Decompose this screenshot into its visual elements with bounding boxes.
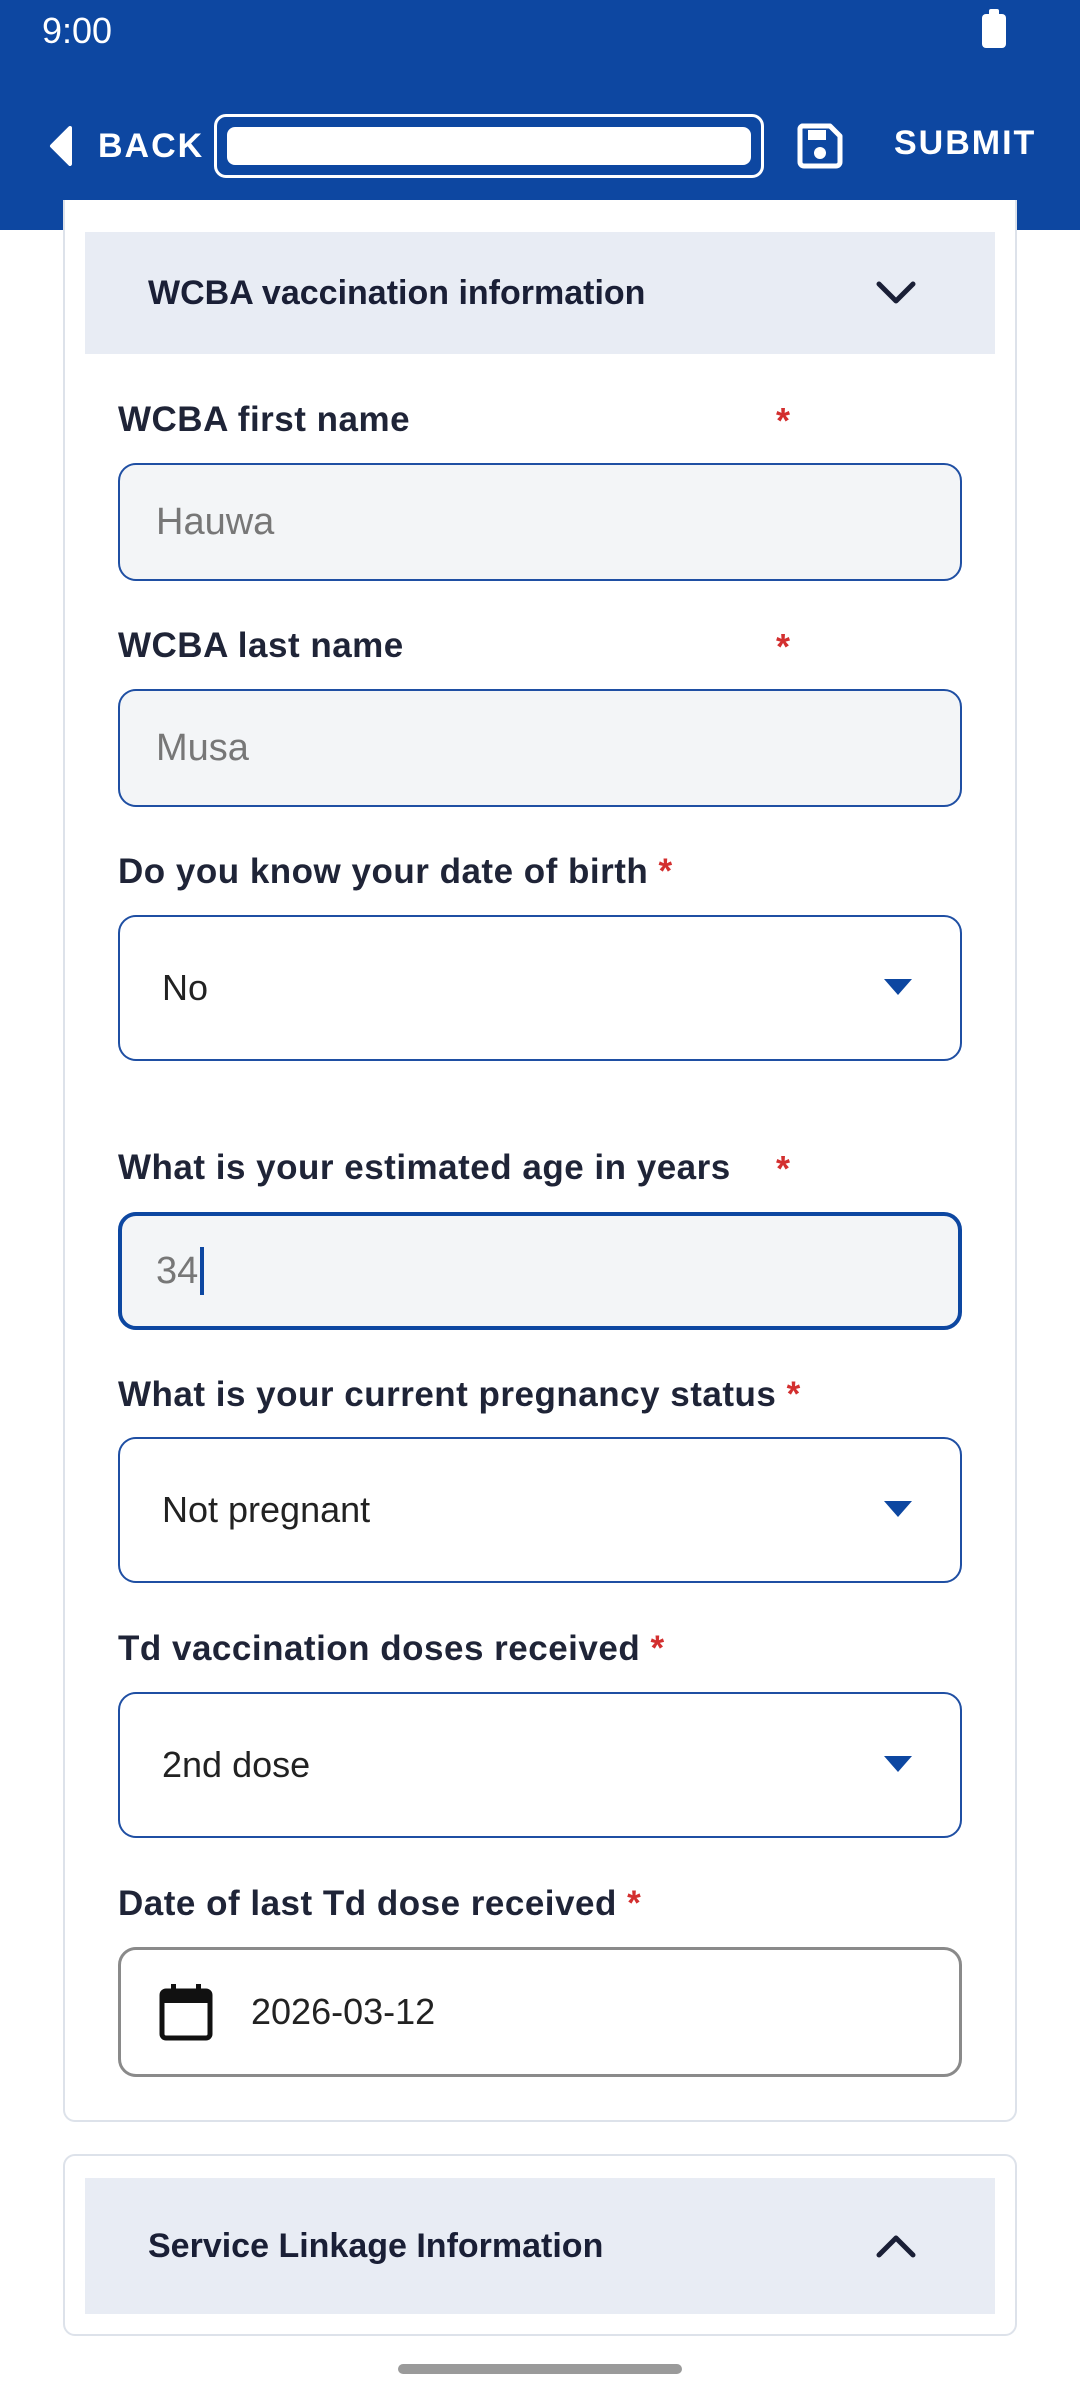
estimated-age-value: 34	[156, 1249, 199, 1292]
section-header-wcba-vaccination[interactable]	[85, 232, 995, 354]
pregnancy-status-value: Not pregnant	[162, 1489, 371, 1530]
dob-known-label	[118, 852, 673, 892]
required-asterisk: *	[658, 852, 673, 891]
section-header-service-linkage[interactable]	[85, 2178, 995, 2314]
td-doses-label	[118, 1629, 665, 1669]
progress-fill	[227, 127, 751, 165]
last-name-value: Musa	[156, 726, 249, 769]
back-button[interactable]	[46, 118, 204, 174]
home-indicator[interactable]	[398, 2364, 682, 2374]
top-app-bar	[0, 0, 1080, 230]
estimated-age-label: What is your estimated age in years	[118, 1148, 731, 1187]
required-asterisk: *	[786, 1375, 801, 1414]
required-asterisk: *	[776, 626, 791, 667]
td-doses-value: 2nd dose	[162, 1744, 311, 1785]
service-linkage-card	[63, 2154, 1017, 2336]
pregnancy-status-label	[118, 1375, 801, 1415]
battery-full-icon	[982, 14, 1006, 48]
dob-known-label-text: Do you know your date of birth	[118, 852, 649, 891]
form-progress-bar	[214, 114, 764, 178]
dropdown-arrow-icon	[884, 1756, 912, 1772]
dropdown-arrow-icon	[884, 979, 912, 995]
chevron-up-icon	[875, 2233, 917, 2259]
text-cursor	[200, 1247, 204, 1295]
required-asterisk: *	[650, 1629, 665, 1668]
last-td-date-label-text: Date of last Td dose received	[118, 1884, 617, 1923]
section-title: WCBA vaccination information	[148, 273, 646, 312]
last-name-input[interactable]	[118, 689, 962, 807]
back-label: BACK	[98, 126, 205, 165]
last-td-date-value: 2026-03-12	[251, 1991, 436, 2032]
arrow-left-icon	[46, 126, 76, 166]
estimated-age-input[interactable]	[118, 1212, 962, 1330]
status-time: 9:00	[42, 10, 113, 51]
last-td-date-picker[interactable]	[118, 1947, 962, 2077]
td-doses-label-text: Td vaccination doses received	[118, 1629, 641, 1668]
first-name-value: Hauwa	[156, 500, 275, 543]
dob-known-select[interactable]	[118, 915, 962, 1061]
last-td-date-label	[118, 1884, 641, 1924]
td-doses-select[interactable]	[118, 1692, 962, 1838]
chevron-down-icon	[875, 280, 917, 306]
first-name-label: WCBA first name	[118, 400, 411, 439]
pregnancy-status-select[interactable]	[118, 1437, 962, 1583]
pregnancy-status-label-text: What is your current pregnancy status	[118, 1375, 777, 1414]
dropdown-arrow-icon	[884, 1501, 912, 1517]
calendar-icon	[159, 1983, 213, 2041]
required-asterisk: *	[776, 1148, 791, 1189]
last-name-label: WCBA last name	[118, 626, 404, 665]
submit-button[interactable]: SUBMIT	[894, 124, 1037, 162]
first-name-input[interactable]	[118, 463, 962, 581]
required-asterisk: *	[776, 400, 791, 441]
section-title: Service Linkage Information	[148, 2226, 604, 2265]
dob-known-value: No	[162, 967, 209, 1008]
save-icon[interactable]	[796, 122, 844, 170]
required-asterisk: *	[627, 1884, 642, 1923]
